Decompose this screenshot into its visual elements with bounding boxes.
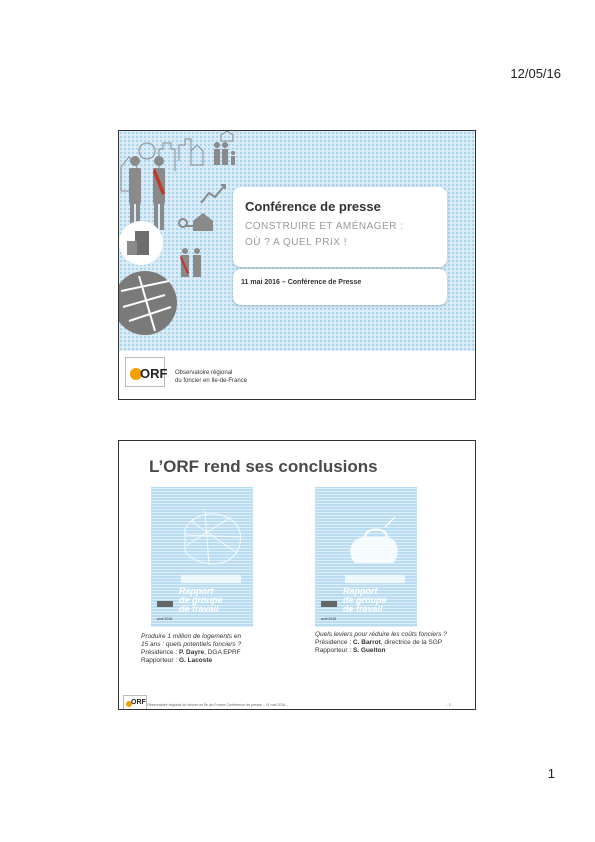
rapporteur-name: G. Lacoste [178,657,213,664]
label-line-1: Rapport [179,586,214,596]
two-people-icon [129,156,165,230]
report-date: avril 2016 [157,617,173,621]
caption-question-1: Produire 1 million de logements en [141,633,242,640]
house-key-icon [179,213,213,231]
report-date: avril 2016 [321,617,337,621]
report-caption-1 [141,633,281,665]
report-caption-2 [315,631,475,655]
label-line-2: de groupe [343,595,387,605]
illustration-icons [119,131,239,356]
logo-text: ORF [131,699,146,706]
presidence-name: P. Dayre [178,649,205,656]
presidence-suffix: , directrice de la SGP [380,639,443,646]
building-icon [119,221,163,265]
caption-rapporteur [141,657,281,665]
presidence-prefix: Présidence : [141,649,179,656]
publisher-logo [157,601,173,607]
label-line-1: Rapport [343,586,378,596]
report-label [179,587,223,614]
rapporteur-prefix: Rapporteur : [315,647,353,654]
presidence-suffix: , DGA EPRF [204,649,241,656]
presidence-name: C. Barrot [352,639,381,646]
caption-presidence [141,649,281,657]
orf-logo [123,695,147,710]
couple-icon [180,248,201,277]
label-line-3: de travail [179,604,219,614]
rapporteur-prefix: Rapporteur : [141,657,179,664]
caption-rapporteur [315,647,475,655]
report-subtitle-box [181,575,241,583]
report-subtitle-box [345,575,405,583]
logo-text: ORF [140,366,168,381]
family-icon [214,131,235,165]
chart-growth-icon [201,185,225,203]
page-number: 1 [547,766,555,781]
org-line-1: Observatoire régional [175,370,233,376]
publisher-logo [321,601,337,607]
slide-conclusions [118,440,476,710]
event-panel [233,269,447,305]
page-date: 12/05/16 [510,66,561,81]
report-cover-2 [315,487,417,627]
report-label [343,587,387,614]
title-panel [233,187,447,267]
org-name [175,369,247,385]
orf-logo [125,357,168,387]
purse-illustration [315,487,417,577]
slide-subtitle [245,219,404,251]
org-line-2: du foncier en Ile-de-France [175,378,248,384]
slide-page-marker: - 2 - [446,703,453,707]
caption-question-2: 15 ans : quels potentiels fonciers ? [141,641,242,648]
cover-footer [119,351,476,399]
subtitle-line-1: CONSTRUIRE ET AMÉNAGER : [245,221,404,232]
map-icon [119,271,177,335]
caption-question: Quels leviers pour réduire les coûts fonciers ? [315,631,447,638]
report-cover-1 [151,487,253,627]
subtitle-line-2: OÙ ? A QUEL PRIX ! [245,237,347,248]
label-line-2: de groupe [179,595,223,605]
caption-presidence [315,639,475,647]
presidence-prefix: Présidence : [315,639,353,646]
event-text: 11 mai 2016 – Conférence de Presse [241,279,362,286]
rapporteur-name: S. Guelton [352,647,386,654]
slide-cover [118,130,476,400]
slide-title: L’ORF rend ses conclusions [149,457,378,476]
slide-footer: Observatoire régional du foncier en Île-de-France Conférence de presse – 11 mai 2016 – [147,703,289,707]
slide-title: Conférence de presse [245,199,381,214]
map-illustration [151,487,253,577]
label-line-3: de travail [343,604,383,614]
